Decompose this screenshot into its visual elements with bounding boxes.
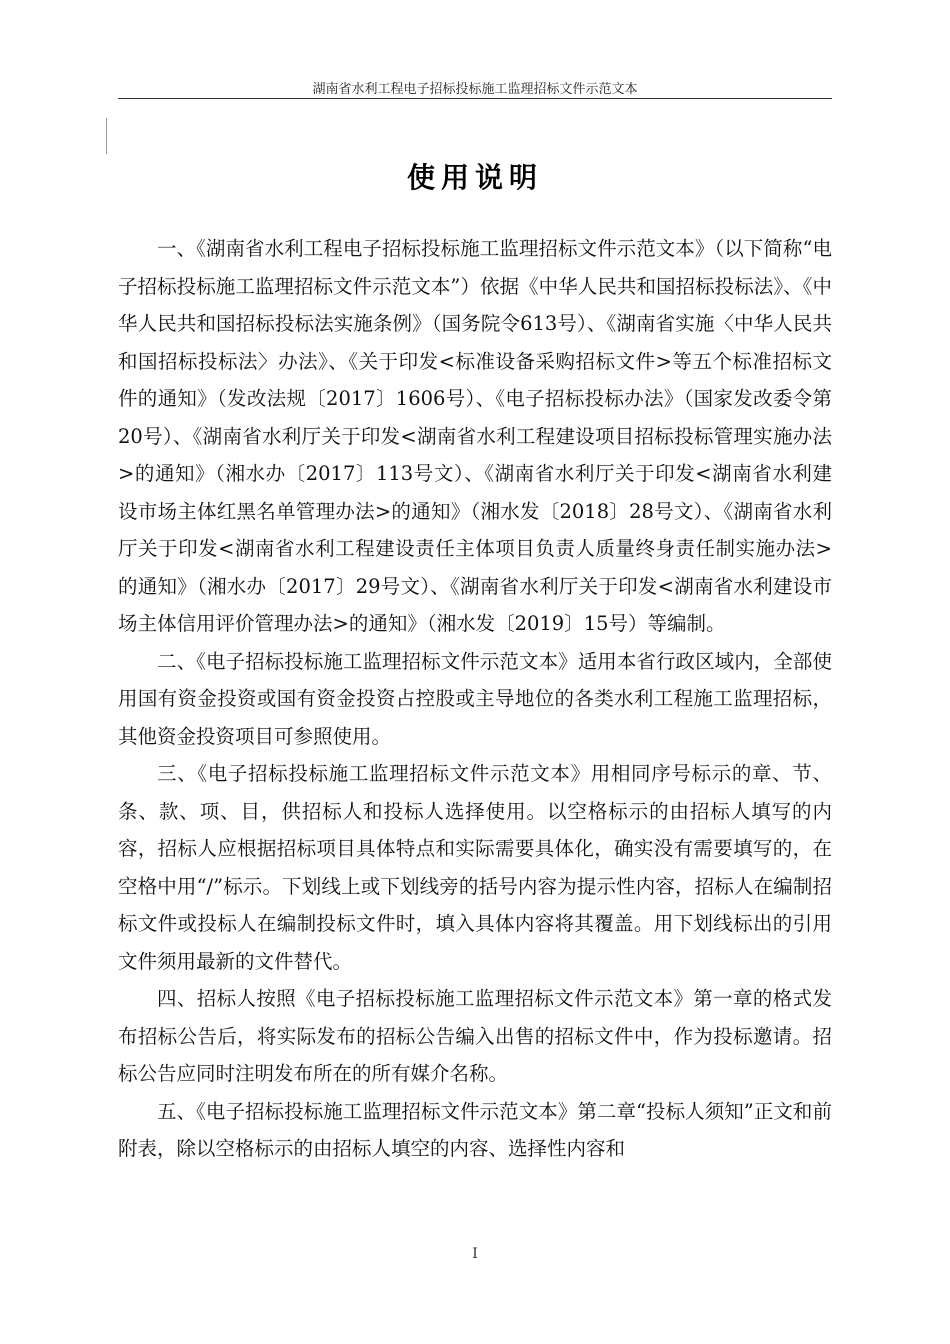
document-body (118, 230, 832, 1168)
header-rule (118, 98, 832, 99)
paragraph-3: 三、《电子招标投标施工监理招标文件示范文本》用相同序号标示的章、节、条、款、项、目，供招标人和投标人选择使用。以空格标示的由招标人填写的内容，招标人应根据招标项目具体特点和实际需要具体化，确实没有需要填写的，在空格中用“/”标示。下划线上或下划线旁的括号内容为提示性内容，招标人在编制招标文件或投标人在编制投标文件时，填入具体内容将其覆盖。用下划线标出的引用文件须用最新的文件替代。 (118, 762, 832, 973)
paragraph-4: 四、招标人按照《电子招标投标施工监理招标文件示范文本》第一章的格式发布招标公告后，将实际发布的招标公告编入出售的招标文件中，作为投标邀请。招标公告应同时注明发布所在的所有媒介名称。 (118, 987, 832, 1085)
paragraph-2: 二、《电子招标投标施工监理招标文件示范文本》适用本省行政区域内，全部使用国有资金投资或国有资金投资占控股或主导地位的各类水利工程施工监理招标，其他资金投资项目可参照使用。 (118, 649, 832, 748)
page-title: 使用说明 (406, 161, 543, 194)
paragraph-5: 五、《电子招标投标施工监理招标文件示范文本》第二章“投标人须知”正文和前附表，除以空格标示的由招标人填空的内容、选择性内容和 (118, 1099, 832, 1160)
paragraph-1: 一、《湖南省水利工程电子招标投标施工监理招标文件示范文本》（以下简称“电子招标投标施工监理招标文件示范文本”）依据《中华人民共和国招标投标法》、《中华人民共和国招标投标法实施条例》（国务院令613号）、《湖南省实施〈中华人民共和国招标投标法〉办法》、《关于印发<标准设备采购招标文件>等五个标准招标文件的通知》（发改法规〔2017〕1606号）、《电子招标投标办法》（国家发改委令第20号）、《湖南省水利厅关于印发<湖南省水利工程建设项目招标投标管理实施办法>的通知》（湘水办〔2017〕113号文）、《湖南省水利厅关于印发<湖南省水利建设市场主体红黑名单管理办法>的通知》（湘水发〔2018〕28号文）、《湖南省水利厅关于印发<湖南省水利工程建设责任主体项目负责人质量终身责任制实施办法>的通知》（湘水办〔2017〕29号文）、《湖南省水利厅关于印发<湖南省水利建设市场主体信用评价管理办法>的通知》（湘水发〔2019〕15号）等编制。 (118, 237, 832, 635)
margin-mark (106, 118, 107, 154)
page-number: I (472, 1246, 478, 1262)
running-header: 湖南省水利工程电子招标投标施工监理招标文件示范文本 (312, 82, 638, 97)
